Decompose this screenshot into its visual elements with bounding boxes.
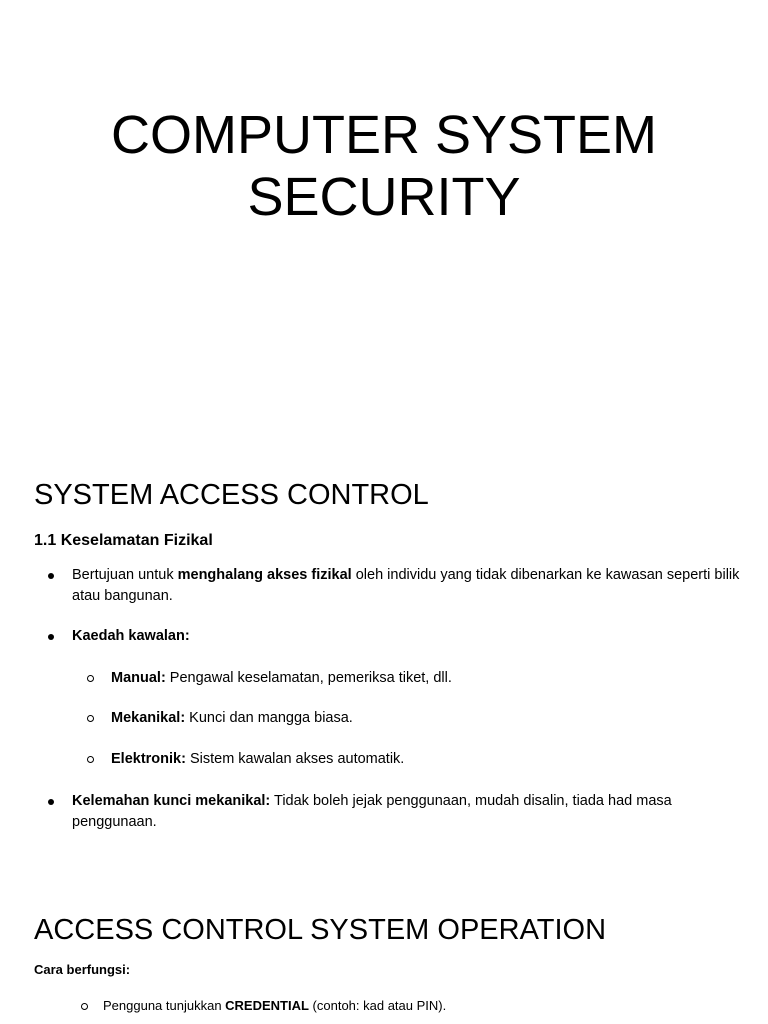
list-item-text: (contoh: kad atau PIN). [308, 998, 447, 1013]
list-item-control-methods [72, 626, 742, 647]
list-item-purpose [72, 565, 742, 606]
bullet-dot-icon [48, 799, 54, 805]
bullet-circle-icon [87, 715, 94, 722]
bullet-dot-icon [48, 573, 54, 579]
list-item-text: Tidak boleh jejak penggunaan, mudah disalin, tiada had masa penggunaan. [72, 793, 672, 830]
sub-list-item-electronic [111, 749, 741, 770]
document-title [0, 104, 768, 228]
list-item-text: oleh individu yang tidak dibenarkan ke kawasan seperti bilik atau bangunan. [72, 567, 740, 604]
bullet-circle-icon [87, 675, 94, 682]
document-title-line-2: SECURITY [247, 167, 521, 227]
list-item-emphasis: Mekanikal: [111, 710, 186, 726]
list-item-emphasis: Kaedah kawalan: [72, 628, 190, 644]
bullet-circle-icon [87, 756, 94, 763]
list-item-emphasis: Kelemahan kunci mekanikal: [72, 793, 271, 809]
label-how-it-works: Cara berfungsi: [34, 962, 131, 977]
list-item-emphasis: Manual: [111, 670, 166, 686]
document-title-line-1: COMPUTER SYSTEM [110, 105, 658, 165]
list-item-text: Pengawal keselamatan, pemeriksa tiket, dll. [165, 670, 452, 686]
section-heading-system-access-control: SYSTEM ACCESS CONTROL [34, 479, 429, 511]
list-item-emphasis: menghalang akses fizikal [177, 567, 352, 583]
subheading-keselamatan-fizikal: 1.1 Keselamatan Fizikal [34, 532, 213, 549]
list-item-text: Kunci dan mangga biasa. [185, 710, 353, 726]
list-item-text: Bertujuan untuk [72, 567, 178, 583]
sub-list-item-mechanical [111, 708, 741, 729]
list-item-weakness [72, 791, 742, 832]
list-item-emphasis: Elektronik: [111, 751, 186, 767]
section-heading-access-control-operation: ACCESS CONTROL SYSTEM OPERATION [34, 914, 607, 946]
list-item-text: Pengguna tunjukkan [103, 998, 226, 1013]
list-item-emphasis: CREDENTIAL [225, 998, 309, 1013]
bullet-dot-icon [48, 634, 54, 640]
bullet-circle-icon [81, 1003, 88, 1010]
list-item-credential [103, 998, 733, 1014]
list-item-text: Sistem kawalan akses automatik. [185, 751, 405, 767]
sub-list-item-manual [111, 668, 741, 689]
